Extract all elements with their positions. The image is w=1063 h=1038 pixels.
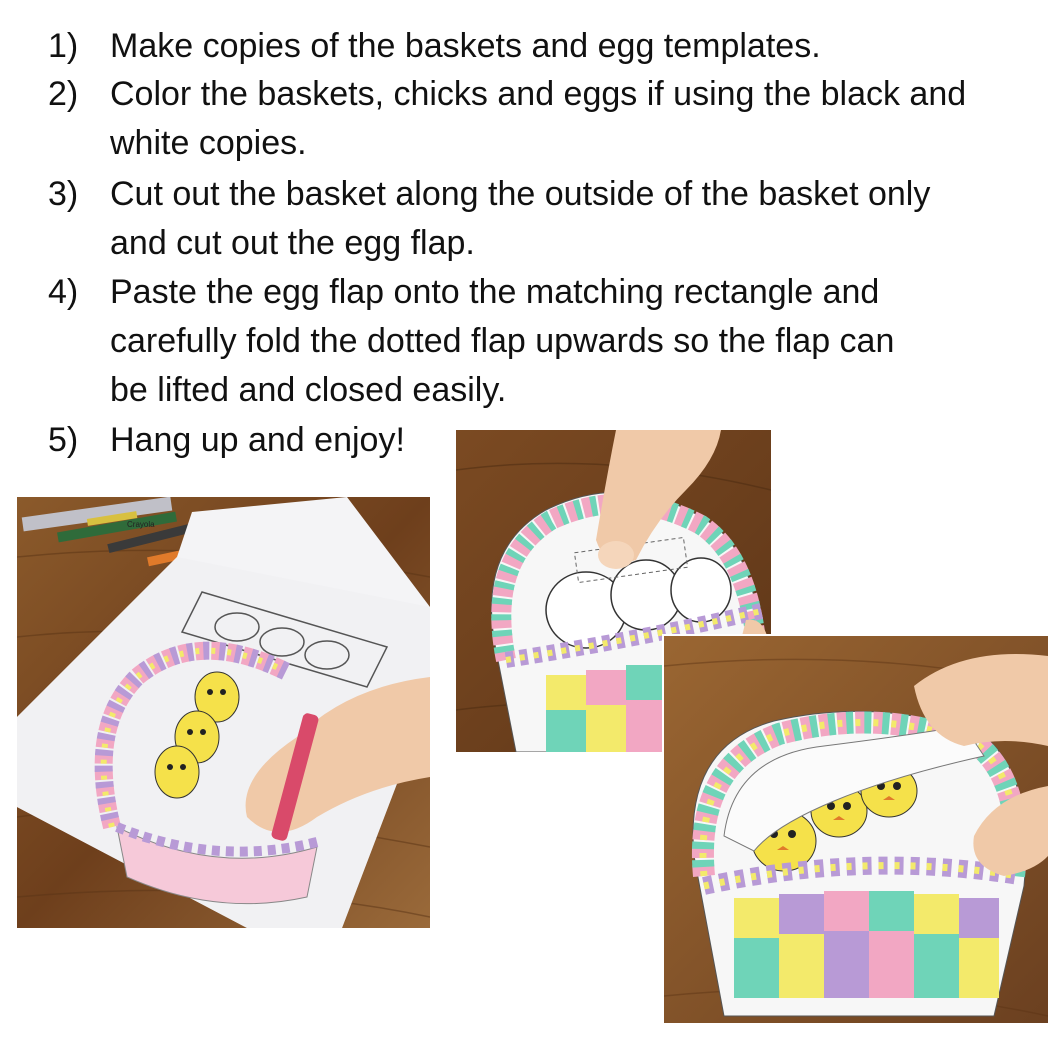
- lifted-flap-photo-illustration: [664, 636, 1048, 1023]
- step-line: carefully fold the dotted flap upwards so the flap can: [110, 322, 895, 360]
- lifted-flap-photo: [662, 634, 1050, 1025]
- crayon-label: Crayola: [127, 520, 155, 529]
- step-line: Paste the egg flap onto the matching rectangle and: [110, 273, 880, 311]
- step-text: [110, 22, 1050, 71]
- step-line: Hang up and enjoy!: [110, 421, 405, 459]
- step-line: Make copies of the baskets and egg templates.: [110, 27, 821, 65]
- step-number: 4): [48, 273, 79, 311]
- basket-checks: [734, 891, 999, 998]
- step-text: [110, 268, 1050, 415]
- step-line: white copies.: [110, 124, 307, 162]
- step-line: Color the baskets, chicks and eggs if using the black and: [110, 75, 967, 113]
- coloring-photo: [17, 497, 430, 928]
- step-number: 2): [48, 75, 79, 113]
- step-text: [110, 70, 1050, 168]
- coloring-photo-illustration: [17, 497, 430, 928]
- step-text: [110, 170, 1050, 268]
- step-line: Cut out the basket along the outside of the basket only: [110, 175, 931, 213]
- step-number: 3): [48, 175, 79, 213]
- step-line: be lifted and closed easily.: [110, 371, 507, 409]
- step-number: 5): [48, 421, 79, 459]
- step-number: 1): [48, 27, 79, 65]
- step-line: and cut out the egg flap.: [110, 224, 475, 262]
